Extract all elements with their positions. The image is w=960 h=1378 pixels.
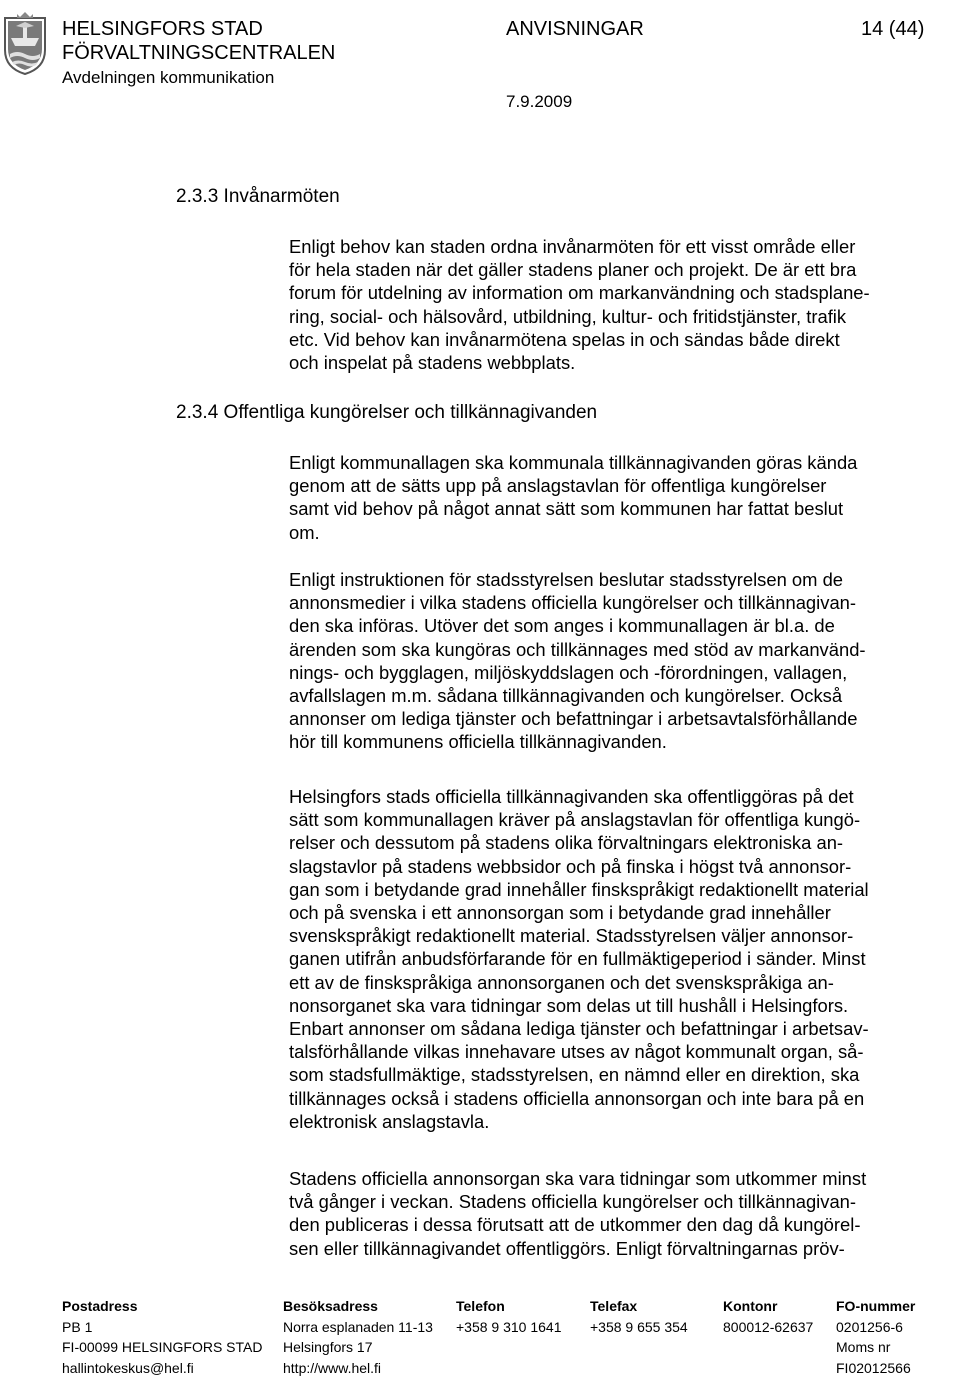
body-paragraph	[289, 568, 949, 754]
footer-label: Telefon	[456, 1296, 562, 1317]
text-line: och inspelat på stadens webbplats.	[289, 351, 949, 374]
text-line: Helsingfors stads officiella tillkännagivanden ska offentliggöras på det	[289, 785, 949, 808]
footer-value: FI02012566	[836, 1358, 915, 1378]
body-paragraph	[289, 1167, 949, 1260]
text-line: om.	[289, 521, 949, 544]
text-line: relser och dessutom på stadens olika förvaltningars elektroniska an-	[289, 831, 949, 854]
text-line: den publiceras i dessa förutsatt att de utkommer den dag då kungörel-	[289, 1213, 949, 1236]
footer-label: Besöksadress	[283, 1296, 433, 1317]
text-line: talsförhållande vilkas innehavare utses av något kommunalt organ, så-	[289, 1040, 949, 1063]
footer-account-number	[723, 1296, 813, 1337]
text-line: hör till kommunens officiella tillkännagivanden.	[289, 730, 949, 753]
footer-label: Postadress	[62, 1296, 262, 1317]
text-line: Enbart annonser om sådana lediga tjänster och befattningar i arbetsav-	[289, 1017, 949, 1040]
footer-value: 800012-62637	[723, 1317, 813, 1338]
footer-business-id	[836, 1296, 915, 1378]
text-line: Stadens officiella annonsorgan ska vara tidningar som utkommer minst	[289, 1167, 949, 1190]
text-line: Enligt kommunallagen ska kommunala tillkännagivanden göras kända	[289, 451, 949, 474]
text-line: den ska införas. Utöver det som anges i kommunallagen är bl.a. de	[289, 614, 949, 637]
footer-value: Norra esplanaden 11-13	[283, 1317, 433, 1338]
footer-label: FO-nummer	[836, 1296, 915, 1317]
text-line: slagstavlor på stadens webbsidor och på finska i högst två annonsor-	[289, 855, 949, 878]
body-paragraph	[289, 451, 949, 544]
text-line: annonser om lediga tjänster och befattningar i arbetsavtalsförhållande	[289, 707, 949, 730]
text-line: och på svenska i ett annonsorgan som i betydande grad innehåller	[289, 901, 949, 924]
footer-email[interactable]: hallintokeskus@hel.fi	[62, 1358, 262, 1378]
text-line: nings- och bygglagen, miljöskyddslagen och -förordningen, vallagen,	[289, 661, 949, 684]
text-line: för hela staden när det gäller stadens planer och projekt. De är ett bra	[289, 258, 949, 281]
org-name-line2: FÖRVALTNINGSCENTRALEN	[62, 42, 335, 64]
footer-value: FI-00099 HELSINGFORS STAD	[62, 1337, 262, 1358]
text-line: Enligt instruktionen för stadsstyrelsen beslutar stadsstyrelsen om de	[289, 568, 949, 591]
text-line: ärenden som ska kungöras och tillkännages med stöd av markanvänd-	[289, 638, 949, 661]
org-department: Avdelningen kommunikation	[62, 67, 274, 89]
text-line: ganen utifrån anbudsförfarande för en fullmäktigeperiod i sänder. Minst	[289, 947, 949, 970]
org-name-line1: HELSINGFORS STAD	[62, 18, 263, 40]
text-line: annonsmedier i vilka stadens officiella kungörelser och tillkännagivan-	[289, 591, 949, 614]
text-line: ring, social- och hälsovård, utbildning, kultur- och fritidstjänster, trafik	[289, 305, 949, 328]
page-number: 14 (44)	[861, 18, 924, 40]
footer-label: Kontonr	[723, 1296, 813, 1317]
document-type: ANVISNINGAR	[506, 18, 644, 40]
text-line: Enligt behov kan staden ordna invånarmöten för ett visst område eller	[289, 235, 949, 258]
text-line: samt vid behov på något annat sätt som kommunen har fattat beslut	[289, 497, 949, 520]
text-line: etc. Vid behov kan invånarmötena spelas in och sändas både direkt	[289, 328, 949, 351]
section-heading: 2.3.3 Invånarmöten	[176, 185, 340, 209]
footer-fax	[590, 1296, 688, 1337]
city-coat-of-arms-logo	[2, 12, 48, 76]
footer-value: 0201256-6	[836, 1317, 915, 1338]
footer-visiting-address	[283, 1296, 433, 1378]
section-heading: 2.3.4 Offentliga kungörelser och tillkännagivanden	[176, 401, 597, 425]
footer-value: Helsingfors 17	[283, 1337, 433, 1358]
footer-value: PB 1	[62, 1317, 262, 1338]
text-line: gan som i betydande grad innehåller finskspråkigt redaktionellt material	[289, 878, 949, 901]
footer-value: +358 9 655 354	[590, 1317, 688, 1338]
footer-value: Moms nr	[836, 1337, 915, 1358]
text-line: forum för utdelning av information om markanvändning och stadsplane-	[289, 281, 949, 304]
text-line: som stadsfullmäktige, stadsstyrelsen, en nämnd eller en direktion, ska	[289, 1063, 949, 1086]
text-line: sen eller tillkännagivandet offentliggörs. Enligt förvaltningarnas pröv-	[289, 1237, 949, 1260]
text-line: ett av de finskspråkiga annonsorganen och det svenskspråkiga an-	[289, 971, 949, 994]
text-line: två gånger i veckan. Stadens officiella kungörelser och tillkännagivan-	[289, 1190, 949, 1213]
body-paragraph	[289, 785, 949, 1133]
body-paragraph	[289, 235, 949, 374]
footer-postal-address	[62, 1296, 262, 1378]
text-line: avfallslagen m.m. sådana tillkännagivanden och kungörelser. Också	[289, 684, 949, 707]
text-line: tillkännages också i stadens officiella annonsorgan och inte bara på en	[289, 1087, 949, 1110]
document-date: 7.9.2009	[506, 91, 572, 113]
footer-phone	[456, 1296, 562, 1337]
text-line: elektronisk anslagstavla.	[289, 1110, 949, 1133]
text-line: genom att de sätts upp på anslagstavlan för offentliga kungörelser	[289, 474, 949, 497]
text-line: svenskspråkigt redaktionellt material. Stadsstyrelsen väljer annonsor-	[289, 924, 949, 947]
footer-website-link[interactable]: http://www.hel.fi	[283, 1358, 433, 1378]
text-line: nonsorganet ska vara tidningar som delas ut till hushåll i Helsingfors.	[289, 994, 949, 1017]
text-line: sätt som kommunallagen kräver på anslagstavlan för offentliga kungö-	[289, 808, 949, 831]
footer-label: Telefax	[590, 1296, 688, 1317]
footer-value: +358 9 310 1641	[456, 1317, 562, 1338]
